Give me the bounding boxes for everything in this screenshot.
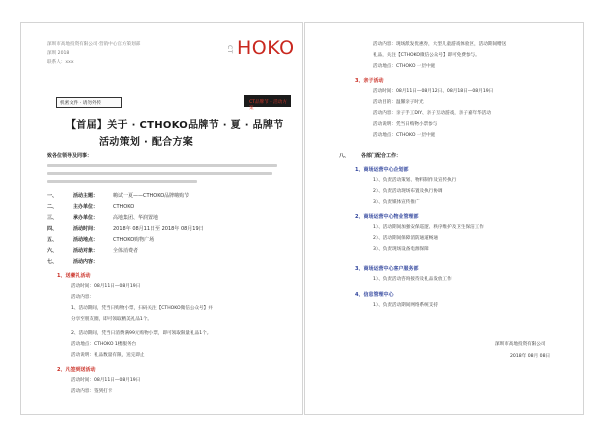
text-line: 活动内容：亲子手工DIY、亲子互动游戏，亲子嘉年华活动 bbox=[373, 111, 491, 116]
subsection-item: 1、活动期间，凭当日购物小票，扫码关注【CTHOKO微信公众号】并 bbox=[71, 306, 213, 311]
section-number: 一、 bbox=[47, 193, 58, 199]
brand-logo: HOKO bbox=[237, 37, 295, 59]
group-item: 3）、负责媒体宣传推广 bbox=[373, 200, 420, 205]
subsection-time: 活动时间：08月11日—08月19日 bbox=[71, 378, 141, 383]
campaign-tag-label: CT品牌节 · 活动方案 bbox=[249, 99, 287, 111]
document-page-right bbox=[304, 22, 584, 415]
section-value: 2018年 08月11日至 2018年 08月19日 bbox=[113, 226, 204, 232]
subsection-time: 活动时间：08月11日—08月19日 bbox=[71, 284, 141, 289]
section-label: 承办单位： bbox=[73, 215, 99, 221]
group-title: 3、商场运营中心客户服务部 bbox=[355, 266, 419, 272]
section-number: 七、 bbox=[47, 259, 58, 265]
document-title: 【首届】关于 · CTHOKO品牌节 · 夏 · 品牌节 bbox=[66, 120, 284, 131]
section-label: 活动对象： bbox=[73, 248, 99, 254]
logo-prefix: CT bbox=[226, 45, 233, 54]
group-item: 3）、负责现场设备电源保障 bbox=[373, 247, 429, 252]
text-line: 活动地点：CTHOKO 一层中庭 bbox=[373, 133, 436, 138]
text-line: 礼品，关注【CTHOKO微信公众号】即可免费参与。 bbox=[373, 53, 480, 58]
group-item: 1）、负责活动咨询接待及礼品发放工作 bbox=[373, 277, 452, 282]
text-line: 活动目的：温馨亲子时光 bbox=[373, 100, 424, 105]
section-number: 六、 bbox=[47, 248, 58, 254]
section-value: 嗨试一夏——CTHOKO品牌嗨购节 bbox=[113, 193, 190, 199]
header-line: 深圳 2018 bbox=[47, 51, 70, 56]
signature-company: 深圳市高地投资有限公司 bbox=[495, 342, 546, 347]
section-number: 五、 bbox=[47, 237, 58, 243]
subsection-item: 分享至朋友圈，即可领取精美礼品1个。 bbox=[71, 317, 153, 322]
subsection-title: 2、凡签到送活动 bbox=[57, 367, 96, 373]
addressee: 致各位领导及同事： bbox=[47, 153, 93, 159]
group-title: 2、商场运营中心物业管理部 bbox=[355, 214, 419, 220]
group-item: 1）、负责活动策划、物料制作及宣传执行 bbox=[373, 178, 457, 183]
blurred-line bbox=[47, 164, 277, 167]
header-line: 深圳市高地投资有限公司·营销中心官方策划部 bbox=[47, 42, 141, 47]
text-line: 活动说明：凭当日购物小票参与 bbox=[373, 122, 438, 127]
section-label: 主办单位： bbox=[73, 204, 99, 210]
signature-date: 2018年 08月 08日 bbox=[510, 354, 551, 359]
section-label: 各部门配合工作： bbox=[361, 153, 402, 159]
section-value: CTHOKO bbox=[113, 204, 135, 210]
text-line: 活动时间：08月11日—08月12日、08月18日—08月19日 bbox=[373, 89, 494, 94]
blurred-line bbox=[47, 172, 272, 175]
header-line: 联系人：xxx bbox=[47, 60, 74, 65]
subsection-item: 活动说明：礼品数量有限，送完即止 bbox=[71, 353, 145, 358]
group-item: 2）、活动期间保障消防通道畅通 bbox=[373, 236, 438, 241]
section-label: 活动时间： bbox=[73, 226, 99, 232]
section-label: 活动地点： bbox=[73, 237, 99, 243]
subsection-item: 活动地点：CTHOKO 1楼服务台 bbox=[71, 342, 137, 347]
group-item: 1）、活动期间加强安保巡逻、秩序维护及卫生保洁工作 bbox=[373, 225, 484, 230]
section-number: 八、 bbox=[339, 153, 350, 159]
document-tag-label: 机密文件 · 请勿外传 bbox=[60, 101, 102, 106]
section-value: 全体消费者 bbox=[113, 248, 139, 254]
section-number: 四、 bbox=[47, 226, 58, 232]
section-value: 高地集团、华润置地 bbox=[113, 215, 159, 221]
subsection-title: 3、亲子活动 bbox=[355, 78, 384, 84]
document-page-left bbox=[20, 22, 303, 415]
subsection-content-label: 活动内容： bbox=[71, 295, 94, 300]
section-label: 活动内容： bbox=[73, 259, 99, 265]
subsection-item: 2、活动期间，凭当日消费满99元购物小票，即可领取限量礼品1个。 bbox=[71, 331, 212, 336]
blurred-line bbox=[47, 180, 197, 183]
campaign-tag bbox=[244, 95, 291, 111]
group-title: 1、商场运营中心企划部 bbox=[355, 167, 409, 173]
subsection-content: 活动内容：签到打卡 bbox=[71, 389, 113, 394]
text-line: 活动内容：现场派发优惠券，大型儿童游戏体验区，活动期间赠送 bbox=[373, 42, 507, 47]
section-number: 三、 bbox=[47, 215, 58, 221]
section-label: 活动主题： bbox=[73, 193, 99, 199]
document-tag bbox=[56, 97, 122, 108]
section-number: 二、 bbox=[47, 204, 58, 210]
group-item: 1）、负责活动期间网络系统支持 bbox=[373, 303, 438, 308]
document-subtitle: 活动策划 · 配合方案 bbox=[99, 137, 194, 148]
group-item: 2）、负责活动现场布置及执行协调 bbox=[373, 189, 443, 194]
section-value: CTHOKO购物广场 bbox=[113, 237, 155, 243]
text-line: 活动地点：CTHOKO 一层中庭 bbox=[373, 64, 436, 69]
subsection-title: 1、送豪礼活动 bbox=[57, 273, 91, 279]
group-title: 4、信息管理中心 bbox=[355, 292, 394, 298]
